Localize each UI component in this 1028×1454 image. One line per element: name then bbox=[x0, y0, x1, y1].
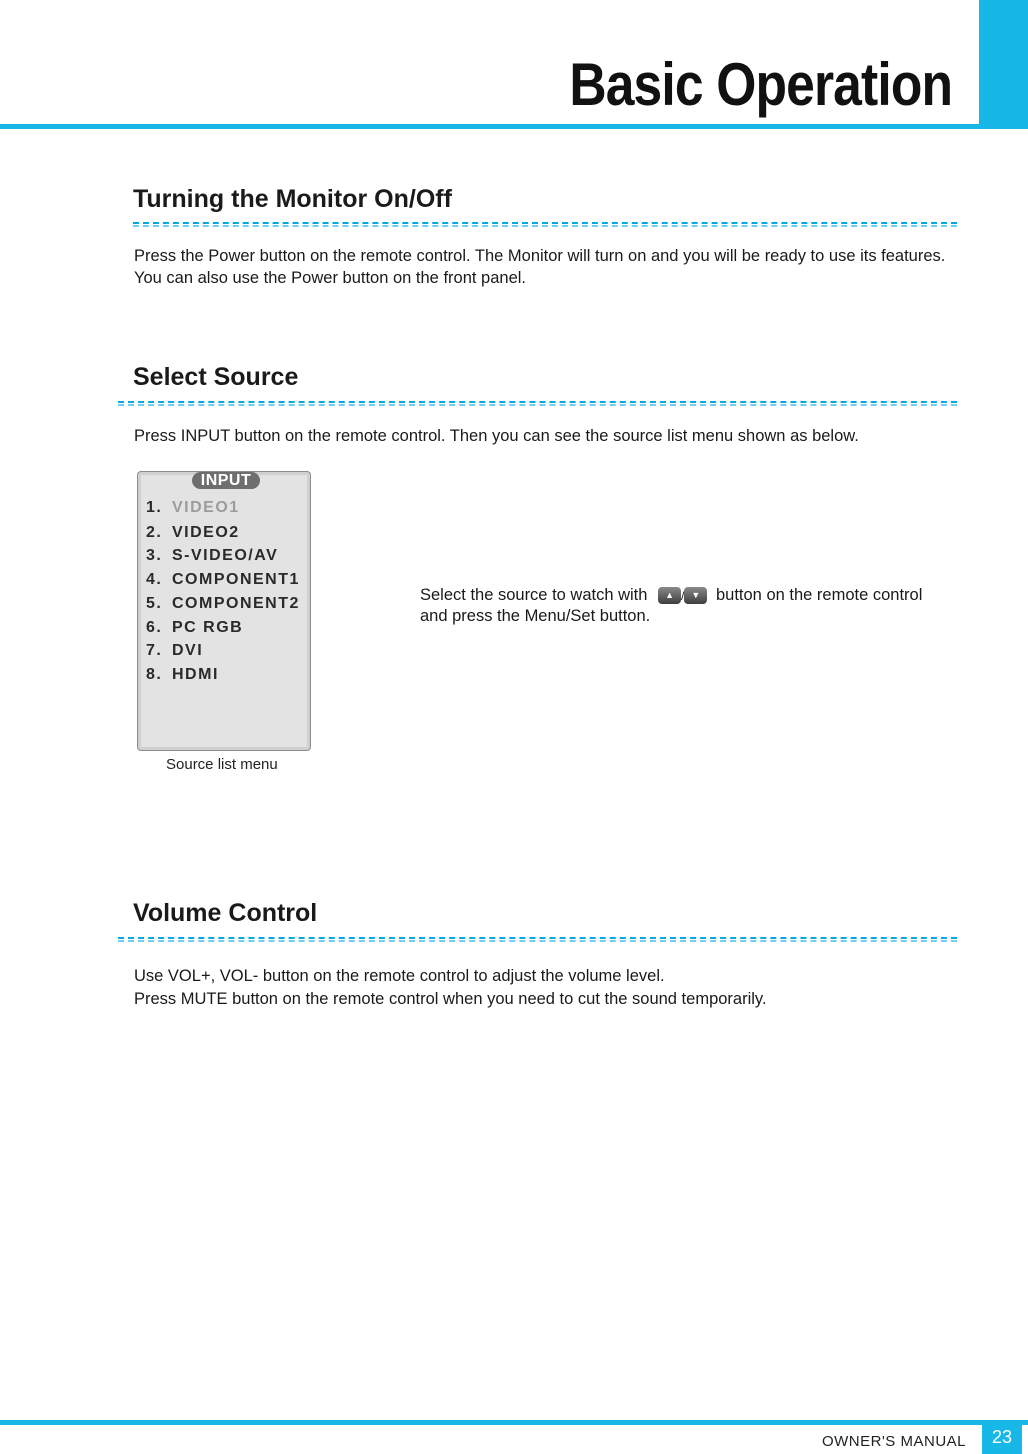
power-paragraph-line1: Press the Power button on the remote control. The Monitor will turn on and you will be ready to use its features. bbox=[134, 247, 946, 265]
menu-caption: Source list menu bbox=[166, 756, 278, 773]
menu-item-label: DVI bbox=[172, 642, 204, 659]
instruction-text-post: button on the remote control bbox=[715, 586, 923, 604]
menu-item-number: 5. bbox=[146, 595, 163, 612]
button-separator: / bbox=[681, 589, 685, 603]
instruction-text-pre: Select the source to watch with bbox=[420, 586, 648, 604]
section-heading-source: Select Source bbox=[133, 363, 299, 391]
menu-item-number: 3. bbox=[146, 547, 163, 564]
up-arrow-button-icon: ▲ bbox=[658, 587, 681, 604]
menu-item-6[interactable] bbox=[146, 619, 243, 637]
header-corner-tab bbox=[979, 0, 1028, 125]
menu-item-label: COMPONENT1 bbox=[172, 571, 300, 588]
page-number: 23 bbox=[982, 1424, 1022, 1454]
section-divider bbox=[118, 401, 957, 406]
section-heading-power: Turning the Monitor On/Off bbox=[133, 185, 452, 213]
power-paragraph-line2: You can also use the Power button on the front panel. bbox=[134, 269, 527, 287]
footer-rule bbox=[0, 1420, 1028, 1425]
header-rule bbox=[0, 124, 1028, 129]
section-heading-volume: Volume Control bbox=[133, 899, 318, 927]
menu-item-number: 8. bbox=[146, 666, 163, 683]
menu-item-label: VIDEO1 bbox=[172, 499, 240, 516]
volume-paragraph-line1: Use VOL+, VOL- button on the remote control to adjust the volume level. bbox=[134, 967, 665, 985]
menu-item-label: COMPONENT2 bbox=[172, 595, 300, 612]
down-arrow-button-icon: ▼ bbox=[684, 587, 707, 604]
menu-item-4[interactable] bbox=[146, 571, 300, 589]
input-menu-title: INPUT bbox=[192, 472, 260, 489]
menu-item-number: 4. bbox=[146, 571, 163, 588]
menu-item-label: VIDEO2 bbox=[172, 524, 240, 541]
menu-item-8[interactable] bbox=[146, 666, 219, 684]
menu-item-number: 1. bbox=[146, 499, 163, 516]
footer-label: OWNER'S MANUAL bbox=[821, 1433, 966, 1450]
menu-item-label: PC RGB bbox=[172, 619, 244, 636]
menu-item-number: 6. bbox=[146, 619, 163, 636]
menu-item-7[interactable] bbox=[146, 642, 203, 660]
menu-item-3[interactable] bbox=[146, 547, 278, 565]
menu-item-2[interactable] bbox=[146, 524, 240, 542]
menu-item-1[interactable] bbox=[146, 499, 240, 517]
page-title: Basic Operation bbox=[569, 51, 952, 118]
volume-paragraph-line2: Press MUTE button on the remote control when you need to cut the sound temporarily. bbox=[134, 990, 767, 1008]
section-divider bbox=[118, 937, 957, 942]
menu-item-label: S-VIDEO/AV bbox=[172, 547, 279, 564]
source-instruction-line2: and press the Menu/Set button. bbox=[420, 607, 651, 625]
section-divider bbox=[133, 222, 957, 227]
menu-item-number: 7. bbox=[146, 642, 163, 659]
menu-item-5[interactable] bbox=[146, 595, 300, 613]
source-intro: Press INPUT button on the remote control. Then you can see the source list menu shown as below. bbox=[134, 427, 859, 445]
menu-item-number: 2. bbox=[146, 524, 163, 541]
menu-item-label: HDMI bbox=[172, 666, 219, 683]
